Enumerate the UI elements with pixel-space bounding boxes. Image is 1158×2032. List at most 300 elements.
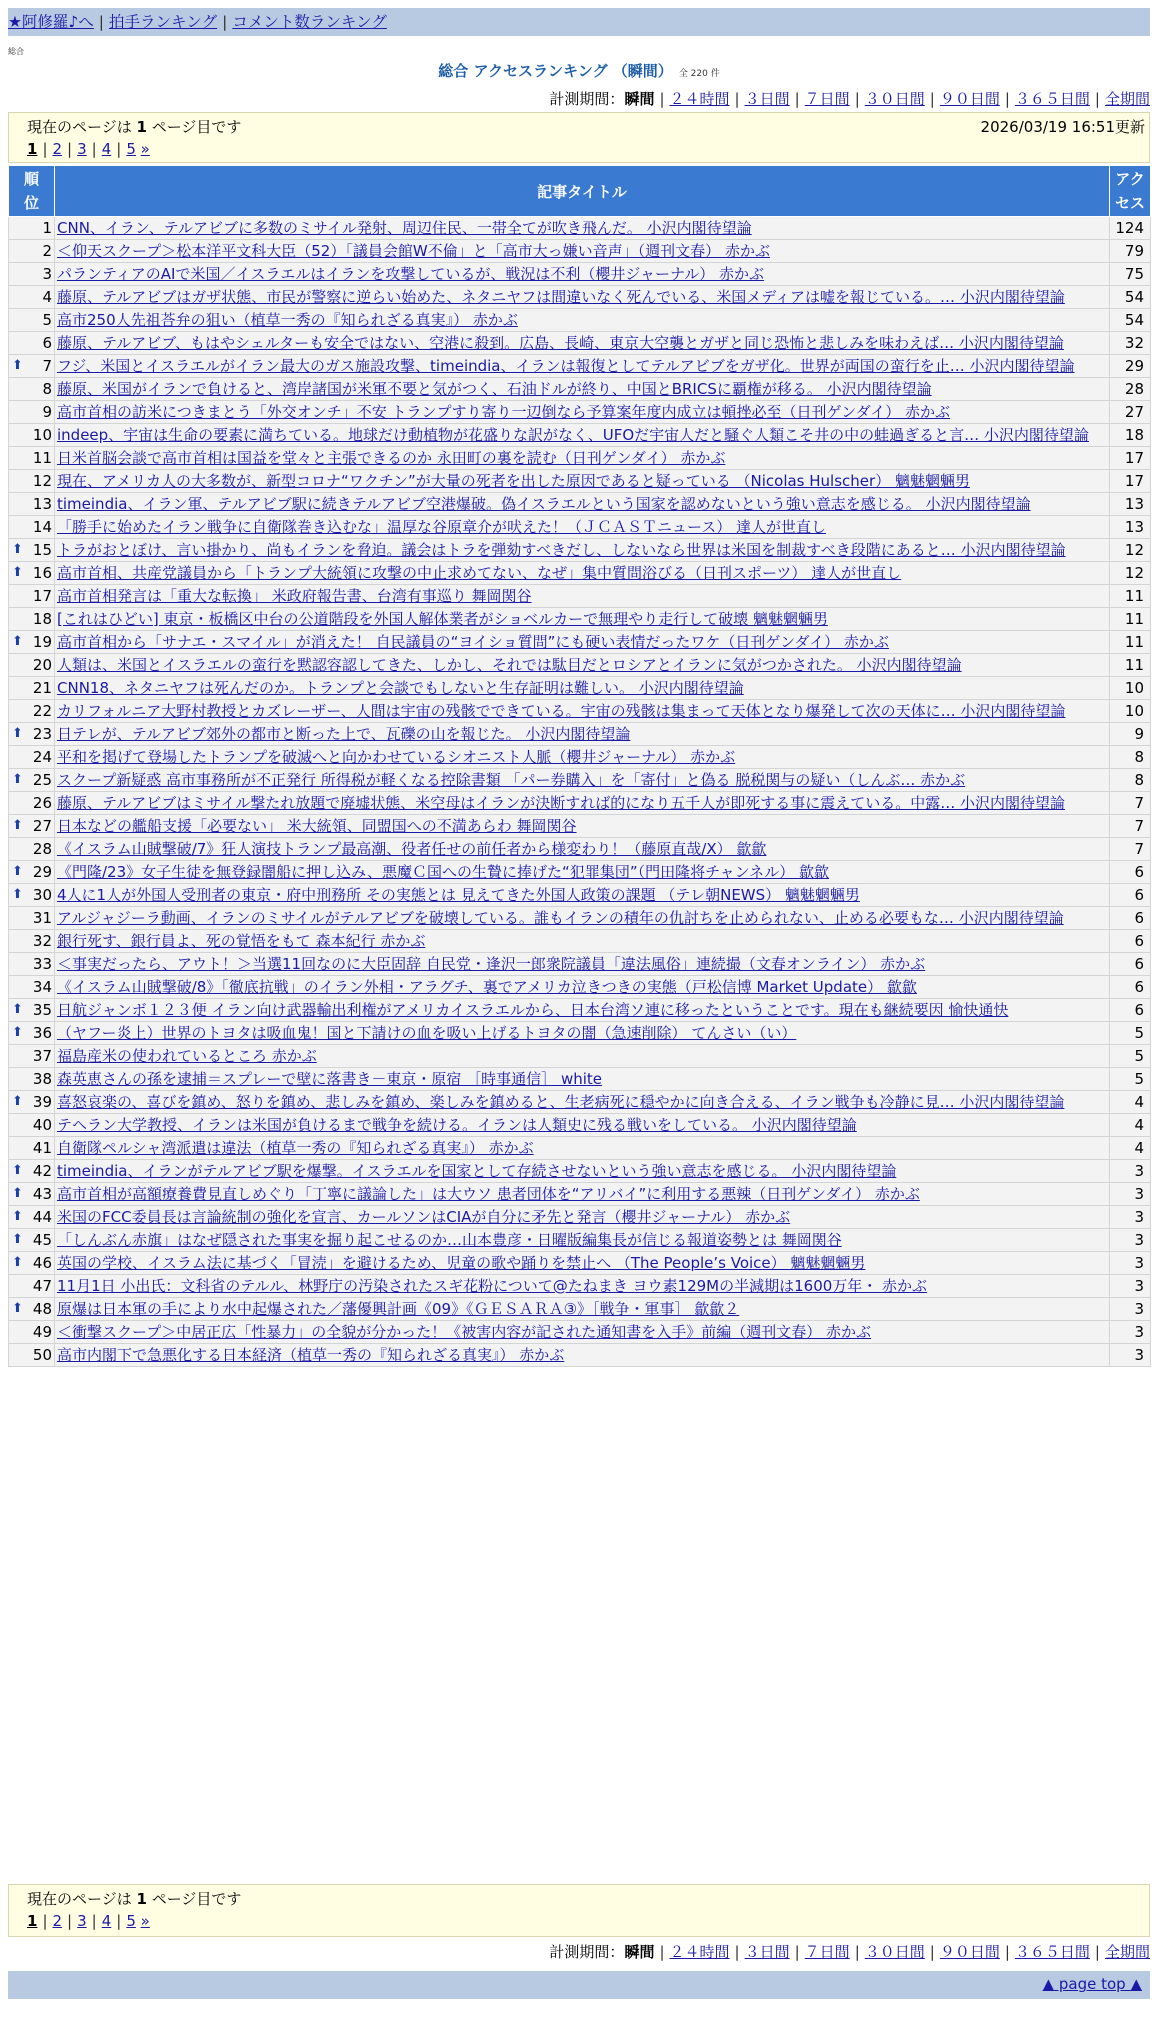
access-count: 3 — [1110, 1252, 1151, 1275]
access-count: 4 — [1110, 1091, 1151, 1114]
article-title-link[interactable]: 高市内閣下で急悪化する日本経済（植草一秀の『知られざる真実』） 赤かぶ — [55, 1344, 1110, 1367]
article-title-link[interactable]: 日本などの艦船支援「必要ない」 米大統領、同盟国への不満あらわ 舞岡関谷 — [55, 815, 1110, 838]
table-row — [9, 493, 1151, 516]
rank-cell — [9, 792, 55, 815]
access-count: 6 — [1110, 976, 1151, 999]
rank-cell — [9, 1344, 55, 1367]
page-link-4[interactable]: 4 — [101, 140, 112, 158]
rank-number: 3 — [42, 265, 52, 283]
rank-cell — [9, 677, 55, 700]
access-count: 18 — [1110, 424, 1151, 447]
rank-number: 24 — [32, 748, 52, 766]
access-count: 6 — [1110, 930, 1151, 953]
rank-number: 43 — [32, 1185, 52, 1203]
access-count: 12 — [1110, 539, 1151, 562]
article-title-link[interactable]: 高市首相が高額療養費見直しめぐり「丁寧に議論した」は大ウソ 患者団体を“アリバイ”に利用する悪辣（日刊ゲンダイ） 赤かぶ — [55, 1183, 1110, 1206]
rank-up-icon: ⬆ — [12, 358, 23, 373]
rank-number: 20 — [32, 656, 52, 674]
rank-cell — [9, 608, 55, 631]
article-title-link[interactable]: 英国の学校、イスラム法に基づく「冒涜」を避けるため、児童の歌や踊りを禁止へ （The People’s Voice） 魑魅魍魎男 — [55, 1252, 1110, 1275]
rank-up-icon: ⬆ — [12, 864, 23, 879]
period-option-link[interactable]: ７日間 — [804, 90, 850, 108]
table-row — [9, 516, 1151, 539]
table-row — [9, 1137, 1151, 1160]
article-title-link[interactable]: スクープ新疑惑 高市事務所が不正発行 所得税が軽くなる控除書類 「パー券購入」を「寄付」と偽る 脱税関与の疑い（しんぶ… 赤かぶ — [55, 769, 1110, 792]
period-option-link[interactable]: ３６５日間 — [1014, 1943, 1090, 1961]
article-title-link[interactable]: 自衛隊ペルシャ湾派遣は違法（植草一秀の『知られざる真実』） 赤かぶ — [55, 1137, 1110, 1160]
table-row — [9, 447, 1151, 470]
table-row — [9, 1022, 1151, 1045]
rank-cell — [9, 332, 55, 355]
period-option-link[interactable]: ３０日間 — [864, 90, 925, 108]
article-title-link[interactable]: 現在、アメリカ人の大多数が、新型コロナ“ワクチン”が大量の死者を出した原因であると疑っている （Nicolas Hulscher） 魑魅魍魎男 — [55, 470, 1110, 493]
access-header: アクセス — [1110, 166, 1151, 217]
title-header: 記事タイトル — [55, 166, 1110, 217]
period-current: 瞬間 — [624, 1943, 655, 1961]
article-title-link[interactable]: 《イスラム山賊撃破/8》「徹底抗戦」のイラン外相・アラグチ、裏でアメリカ泣きつきの実態（戸松信博 Market Update） 歙歙 — [55, 976, 1110, 999]
table-row — [9, 815, 1151, 838]
rank-up-icon: ⬆ — [12, 818, 23, 833]
separator: | — [91, 1912, 97, 1930]
rank-cell — [9, 378, 55, 401]
home-link[interactable]: ★阿修羅♪へ — [8, 13, 94, 31]
rank-up-icon: ⬆ — [12, 1025, 23, 1040]
rank-number: 44 — [32, 1208, 52, 1226]
separator: | — [734, 90, 740, 108]
access-count: 6 — [1110, 999, 1151, 1022]
next-page-link[interactable]: » — [140, 1912, 150, 1930]
rank-number: 45 — [32, 1231, 52, 1249]
rank-cell — [9, 1068, 55, 1091]
rank-number: 28 — [32, 840, 52, 858]
article-title-link[interactable]: 高市首相の訪米につきまとう「外交オンチ」不安 トランプすり寄り一辺倒なら予算案年度内成立は頓挫必至（日刊ゲンダイ） 赤かぶ — [55, 401, 1110, 424]
rank-number: 27 — [32, 817, 52, 835]
page-link-3[interactable]: 3 — [77, 140, 87, 158]
rank-up-icon: ⬆ — [12, 1301, 23, 1316]
table-row — [9, 1068, 1151, 1091]
rank-number: 4 — [42, 288, 52, 306]
page-text-before: 現在のページは — [27, 118, 132, 136]
rank-up-icon: ⬆ — [12, 1186, 23, 1201]
separator: | — [1094, 90, 1100, 108]
period-current: 瞬間 — [624, 90, 655, 108]
rank-number: 41 — [32, 1139, 52, 1157]
page-link-1: 1 — [27, 1912, 38, 1930]
rank-cell — [9, 1321, 55, 1344]
rank-number: 47 — [32, 1277, 52, 1295]
rank-number: 39 — [32, 1093, 52, 1111]
period-option-link[interactable]: ３日間 — [744, 1943, 790, 1961]
article-title-link[interactable]: パランティアのAIで米国／イスラエルはイランを攻撃しているが、戦況は不利（櫻井ジャーナル） 赤かぶ — [55, 263, 1110, 286]
page-link-5[interactable]: 5 — [126, 1912, 136, 1930]
rank-number: 30 — [32, 886, 52, 904]
rank-cell — [9, 723, 55, 746]
table-row — [9, 746, 1151, 769]
table-row — [9, 1045, 1151, 1068]
separator: | — [929, 1943, 935, 1961]
page-link-3[interactable]: 3 — [77, 1912, 87, 1930]
article-title-link[interactable]: 《門隆/23》女子生徒を無登録闇船に押し込み、悪魔Ｃ国への生贄に捧げた“犯罪集団”（門田隆将チャンネル） 歙歙 — [55, 861, 1110, 884]
access-count: 4 — [1110, 1114, 1151, 1137]
table-row — [9, 240, 1151, 263]
article-title-link[interactable]: 高市250人先祖荅弁の狙い（植草一秀の『知られざる真実』） 赤かぶ — [55, 309, 1110, 332]
period-option-link[interactable]: ２４時間 — [669, 90, 730, 108]
rank-number: 35 — [32, 1001, 52, 1019]
rank-number: 23 — [32, 725, 52, 743]
access-count: 28 — [1110, 378, 1151, 401]
table-row — [9, 631, 1151, 654]
separator: | — [929, 90, 935, 108]
article-title-link[interactable]: 銀行死す、銀行員よ、死の覚悟をもて 森本紀行 赤かぶ — [55, 930, 1110, 953]
rank-number: 17 — [32, 587, 52, 605]
current-page-number: 1 — [136, 1890, 147, 1908]
table-row — [9, 976, 1151, 999]
access-count: 10 — [1110, 677, 1151, 700]
rank-up-icon: ⬆ — [12, 1255, 23, 1270]
article-title-link[interactable]: カリフォルニア大野村教授とカズレーザー、人間は宇宙の残骸でできている。宇宙の残骸は集まって天体となり爆発して次の天体に… 小沢内閣待望論 — [55, 700, 1110, 723]
article-title-link[interactable]: 《イスラム山賊撃破/7》狂人演技トランプ最高潮、役者任せの前任者から様変わり！（藤原直哉/X） 歙歙 — [55, 838, 1110, 861]
separator: | — [854, 1943, 860, 1961]
access-count: 11 — [1110, 654, 1151, 677]
rank-up-icon: ⬆ — [12, 565, 23, 580]
article-title-link[interactable]: トラがおとぼけ、言い掛かり、尚もイランを脅迫。議会はトラを弾劾すべきだし、しないなら世界は米国を制裁すべき段階にあると… 小沢内閣待望論 — [55, 539, 1110, 562]
access-count: 8 — [1110, 746, 1151, 769]
page-title — [0, 60, 1158, 81]
access-count: 27 — [1110, 401, 1151, 424]
page-top-link[interactable]: ▲ page top ▲ — [1042, 1975, 1142, 1993]
rank-cell — [9, 1229, 55, 1252]
rank-number: 19 — [32, 633, 52, 651]
rank-cell — [9, 240, 55, 263]
period-option-link[interactable]: ７日間 — [804, 1943, 850, 1961]
rank-number: 18 — [32, 610, 52, 628]
access-count: 54 — [1110, 309, 1151, 332]
rank-number: 12 — [32, 472, 52, 490]
rank-cell — [9, 1183, 55, 1206]
article-title-link[interactable]: ＜事実だったら、アウト！＞当選11回なのに大臣固辞 自民党・逢沢一郎衆院議員「違法風俗」連続撮（文春オンライン） 赤かぶ — [55, 953, 1110, 976]
separator: | — [1094, 1943, 1100, 1961]
period-option-link[interactable]: ３日間 — [744, 90, 790, 108]
access-count: 10 — [1110, 700, 1151, 723]
separator: | — [222, 13, 228, 31]
rank-cell — [9, 999, 55, 1022]
access-count: 11 — [1110, 631, 1151, 654]
separator: | — [116, 1912, 122, 1930]
article-title-link[interactable]: 高市首相発言は「重大な転換」 米政府報告書、台湾有事巡り 舞岡関谷 — [55, 585, 1110, 608]
separator: | — [1004, 1943, 1010, 1961]
access-count: 7 — [1110, 838, 1151, 861]
rank-number: 11 — [32, 449, 52, 467]
rank-number: 26 — [32, 794, 52, 812]
rank-cell — [9, 815, 55, 838]
table-row — [9, 1091, 1151, 1114]
table-row — [9, 309, 1151, 332]
rank-up-icon: ⬆ — [12, 772, 23, 787]
separator: | — [1004, 90, 1010, 108]
table-row — [9, 1344, 1151, 1367]
rank-number: 40 — [32, 1116, 52, 1134]
article-title-link[interactable]: 4人に1人が外国人受刑者の東京・府中刑務所 その実態とは 見えてきた外国人政策の課題 （テレ朝NEWS） 魑魅魍魎男 — [55, 884, 1110, 907]
rank-number: 49 — [32, 1323, 52, 1341]
comment-ranking-link[interactable]: コメント数ランキング — [232, 13, 387, 31]
separator: | — [116, 140, 122, 158]
period-label: 計測期間： — [549, 1943, 625, 1961]
article-title-link[interactable]: 日テレが、テルアビブ郊外の都市と断った上で、瓦礫の山を報じた。 小沢内閣待望論 — [55, 723, 1110, 746]
rank-cell — [9, 562, 55, 585]
current-page-text — [27, 116, 241, 137]
rank-number: 14 — [32, 518, 52, 536]
access-count: 4 — [1110, 1137, 1151, 1160]
article-title-link[interactable]: 原爆は日本軍の手により水中起爆された／藩優興計画《09》《ＧＥＳＡＲＡ③》［戦争・軍事］ 歙歙２ — [55, 1298, 1110, 1321]
article-title-link[interactable]: 日航ジャンボ１２３便 イラン向け武器輸出利権がアメリカイスラエルから、日本台湾ソ連に移ったということです。現在も継続要因 愉快通快 — [55, 999, 1110, 1022]
pagination — [27, 140, 150, 158]
rank-number: 6 — [42, 334, 52, 352]
access-count: 5 — [1110, 1045, 1151, 1068]
access-count: 12 — [1110, 562, 1151, 585]
separator: | — [67, 1912, 73, 1930]
separator: | — [98, 13, 105, 31]
article-title-link[interactable]: [これはひどい] 東京・板橋区中台の公道階段を外国人解体業者がショベルカーで無理やり走行して破壊 魑魅魍魎男 — [55, 608, 1110, 631]
article-title-link[interactable]: indeep、宇宙は生命の要素に満ちている。地球だけ動植物が花盛りな訳がなく、UFOだ宇宙人だと騒ぐ人類こそ井の中の蛙過ぎると言… 小沢内閣待望論 — [55, 424, 1110, 447]
rank-header: 順位 — [9, 166, 55, 217]
table-row — [9, 700, 1151, 723]
access-count: 8 — [1110, 769, 1151, 792]
access-count: 3 — [1110, 1344, 1151, 1367]
rank-number: 42 — [32, 1162, 52, 1180]
access-count: 7 — [1110, 815, 1151, 838]
rank-cell — [9, 493, 55, 516]
table-row — [9, 470, 1151, 493]
table-row — [9, 332, 1151, 355]
rank-number: 29 — [32, 863, 52, 881]
rank-cell — [9, 424, 55, 447]
page-link-5[interactable]: 5 — [126, 140, 136, 158]
article-title-link[interactable]: アルジャジーラ動画、イランのミサイルがテルアビブを破壊している。誰もイランの積年の仇討ちを止められない、止める必要もな… 小沢内閣待望論 — [55, 907, 1110, 930]
table-row — [9, 286, 1151, 309]
article-title-link[interactable]: 藤原、テルアビブはガザ状態、市民が警察に逆らい始めた、ネタニヤフは間違いなく死んでいる、米国メディアは嘘を報じている。… 小沢内閣待望論 — [55, 286, 1110, 309]
access-count: 32 — [1110, 332, 1151, 355]
separator: | — [854, 90, 860, 108]
rank-cell — [9, 953, 55, 976]
total-count: 全 220 件 — [678, 69, 720, 79]
rank-number: 7 — [42, 357, 52, 375]
article-title-link[interactable]: 日米首脳会談で高市首相は国益を堂々と主張できるのか 永田町の裏を読む（日刊ゲンダイ） 赤かぶ — [55, 447, 1110, 470]
rank-up-icon: ⬆ — [12, 634, 23, 649]
rank-cell — [9, 1298, 55, 1321]
period-option-link[interactable]: 全期間 — [1104, 90, 1150, 108]
ranking-table — [8, 165, 1151, 1367]
article-title-link[interactable]: 「勝手に始めたイラン戦争に自衛隊巻き込むな」温厚な谷原章介が吠えた！（ＪＣＡＳＴニュース） 達人が世直し — [55, 516, 1110, 539]
rank-cell — [9, 930, 55, 953]
rank-cell — [9, 884, 55, 907]
access-count: 3 — [1110, 1298, 1151, 1321]
table-row — [9, 263, 1151, 286]
period-option-link[interactable]: 全期間 — [1104, 1943, 1150, 1961]
access-count: 75 — [1110, 263, 1151, 286]
rank-number: 9 — [42, 403, 52, 421]
article-title-link[interactable]: CNN18、ネタニヤフは死んだのか。トランプと会談でもしないと生存証明は難しい。 小沢内閣待望論 — [55, 677, 1110, 700]
separator: | — [67, 140, 73, 158]
rank-cell — [9, 1022, 55, 1045]
rank-up-icon: ⬆ — [12, 1094, 23, 1109]
rank-up-icon: ⬆ — [12, 1232, 23, 1247]
rank-cell — [9, 1160, 55, 1183]
access-count: 13 — [1110, 516, 1151, 539]
period-option-link[interactable]: ２４時間 — [669, 1943, 730, 1961]
rank-cell — [9, 746, 55, 769]
article-title-link[interactable]: テヘラン大学教授、イランは米国が負けるまで戦争を続ける。イランは人類史に残る戦いをしている。 小沢内閣待望論 — [55, 1114, 1110, 1137]
article-title-link[interactable]: （ヤフー炎上）世界のトヨタは吸血鬼！国と下請けの血を吸い上げるトヨタの闇（急速削除） てんさい（い） — [55, 1022, 1110, 1045]
table-row — [9, 838, 1151, 861]
table-row — [9, 953, 1151, 976]
separator: | — [734, 1943, 740, 1961]
period-option-link[interactable]: ９０日間 — [939, 1943, 1000, 1961]
article-title-link[interactable]: 11月1日 小出氏：文科省のテルル、林野庁の汚染されたスギ花粉について@たねまき ヨウ素129Mの半減期は1600万年・ 赤かぶ — [55, 1275, 1110, 1298]
article-title-link[interactable]: 藤原、テルアビブ、もはやシェルターも安全ではない、空港に殺到。広島、長崎、東京大空襲とガザと同じ恐怖と悲しみを味わえば… 小沢内閣待望論 — [55, 332, 1110, 355]
rank-cell — [9, 769, 55, 792]
access-count: 17 — [1110, 447, 1151, 470]
rank-cell — [9, 1045, 55, 1068]
rank-number: 2 — [42, 242, 52, 260]
rank-cell — [9, 470, 55, 493]
article-title-link[interactable]: ＜仰天スクープ＞松本洋平文科大臣（52）「議員会館W不倫」と「高市大っ嫌い音声」（週刊文春） 赤かぶ — [55, 240, 1110, 263]
rank-cell — [9, 861, 55, 884]
table-row — [9, 562, 1151, 585]
table-row — [9, 1114, 1151, 1137]
rank-number: 48 — [32, 1300, 52, 1318]
rank-number: 8 — [42, 380, 52, 398]
access-count: 9 — [1110, 723, 1151, 746]
article-title-link[interactable]: timeindia、イランがテルアビブ駅を爆撃。イスラエルを国家として存続させないという強い意志を感じる。 小沢内閣待望論 — [55, 1160, 1110, 1183]
rank-number: 34 — [32, 978, 52, 996]
access-count: 13 — [1110, 493, 1151, 516]
access-count: 6 — [1110, 884, 1151, 907]
article-title-link[interactable]: ＜衝撃スクープ＞中居正広「性暴力」の全貌が分かった！《被害内容が記された通知書を入手》前編（週刊文春） 赤かぶ — [55, 1321, 1110, 1344]
rank-number: 16 — [32, 564, 52, 582]
table-row — [9, 1229, 1151, 1252]
article-title-link[interactable]: 高市首相から「サナエ・スマイル」が消えた！ 自民議員の“ヨイショ質問”にも硬い表情だったワケ（日刊ゲンダイ） 赤かぶ — [55, 631, 1110, 654]
article-title-link[interactable]: CNN、イラン、テルアビブに多数のミサイル発射、周辺住民、一帯全てが吹き飛んだ。 小沢内閣待望論 — [55, 217, 1110, 240]
page-info-box-bottom — [8, 1884, 1150, 1937]
separator: | — [42, 1912, 48, 1930]
article-title-link[interactable]: 「しんぶん赤旗」はなぜ隠された事実を掘り起こせるのか…山本豊彦・日曜版編集長が信じる報道姿勢とは 舞岡関谷 — [55, 1229, 1110, 1252]
period-selector — [549, 88, 1150, 109]
rank-number: 13 — [32, 495, 52, 513]
access-count: 17 — [1110, 470, 1151, 493]
rank-up-icon: ⬆ — [12, 1163, 23, 1178]
next-page-link[interactable]: » — [140, 140, 150, 158]
rank-up-icon: ⬆ — [12, 726, 23, 741]
article-title-link[interactable]: フジ、米国とイスラエルがイラン最大のガス施設攻撃、timeindia、イランは報復としてテルアビブをガザ化。世界が両国の蛮行を止… 小沢内閣待望論 — [55, 355, 1110, 378]
table-row — [9, 1252, 1151, 1275]
rank-number: 33 — [32, 955, 52, 973]
access-count: 6 — [1110, 953, 1151, 976]
rank-up-icon: ⬆ — [12, 542, 23, 557]
page-link-2[interactable]: 2 — [52, 1912, 63, 1930]
article-title-link[interactable]: 藤原、米国がイランで負けると、湾岸諸国が米軍不要と気がつく、石油ドルが終り、中国とBRICSに覇権が移る。 小沢内閣待望論 — [55, 378, 1110, 401]
table-row — [9, 930, 1151, 953]
table-row — [9, 769, 1151, 792]
access-count: 3 — [1110, 1183, 1151, 1206]
access-count: 5 — [1110, 1022, 1151, 1045]
article-title-link[interactable]: 平和を掲げて登場したトランプを破滅へと向かわせているシオニスト人脈（櫻井ジャーナル） 赤かぶ — [55, 746, 1110, 769]
article-title-link[interactable]: 喜怒哀楽の、喜びを鎮め、怒りを鎮め、悲しみを鎮め、楽しみを鎮めると、生老病死に穏やかに向き合える、イラン戦争も冷静に見… 小沢内閣待望論 — [55, 1091, 1110, 1114]
table-row — [9, 1275, 1151, 1298]
top-nav-bar — [8, 8, 1150, 36]
rank-number: 10 — [32, 426, 52, 444]
rank-cell — [9, 585, 55, 608]
clap-ranking-link[interactable]: 拍手ランキング — [109, 13, 218, 31]
current-page-text — [27, 1888, 241, 1909]
rank-cell — [9, 309, 55, 332]
article-title-link[interactable]: 福島産米の使われているところ 赤かぶ — [55, 1045, 1110, 1068]
rank-up-icon: ⬆ — [12, 1002, 23, 1017]
article-title-link[interactable]: 高市首相、共産党議員から「トランプ大統領に攻撃の中止求めてない、なぜ」集中質問浴びる（日刊スポーツ） 達人が世直し — [55, 562, 1110, 585]
separator: | — [659, 90, 665, 108]
table-row — [9, 999, 1151, 1022]
access-count: 3 — [1110, 1160, 1151, 1183]
rank-number: 32 — [32, 932, 52, 950]
table-row — [9, 654, 1151, 677]
page-text-after: ページ目です — [151, 1890, 242, 1908]
page-text-before: 現在のページは — [27, 1890, 132, 1908]
access-count: 11 — [1110, 608, 1151, 631]
period-option-link[interactable]: ３６５日間 — [1014, 90, 1090, 108]
page-info-box — [8, 112, 1150, 163]
rank-number: 25 — [32, 771, 52, 789]
rank-cell — [9, 539, 55, 562]
table-row — [9, 1160, 1151, 1183]
table-row — [9, 723, 1151, 746]
access-count: 3 — [1110, 1229, 1151, 1252]
access-count: 11 — [1110, 585, 1151, 608]
table-row — [9, 585, 1151, 608]
rank-cell — [9, 907, 55, 930]
table-row — [9, 677, 1151, 700]
period-option-link[interactable]: ３０日間 — [864, 1943, 925, 1961]
page-link-2[interactable]: 2 — [52, 140, 63, 158]
table-row — [9, 1298, 1151, 1321]
separator: | — [42, 140, 48, 158]
access-count: 124 — [1110, 217, 1151, 240]
separator: | — [794, 1943, 800, 1961]
period-option-link[interactable]: ９０日間 — [939, 90, 1000, 108]
access-count: 3 — [1110, 1206, 1151, 1229]
article-title-link[interactable]: 藤原、テルアビブはミサイル撃たれ放題で廃墟状態、米空母はイランが決断すれば的になり五千人が即死する事に震えている。中露… 小沢内閣待望論 — [55, 792, 1110, 815]
rank-cell — [9, 286, 55, 309]
rank-cell — [9, 1114, 55, 1137]
table-row — [9, 355, 1151, 378]
rank-number: 38 — [32, 1070, 52, 1088]
article-title-link[interactable]: 森英恵さんの孫を逮捕＝スプレーで壁に落書き－東京・原宿 ［時事通信］ white — [55, 1068, 1110, 1091]
rank-up-icon: ⬆ — [12, 1209, 23, 1224]
updated-timestamp: 2026/03/19 16:51更新 — [980, 118, 1145, 136]
rank-cell — [9, 1091, 55, 1114]
article-title-link[interactable]: 米国のFCC委員長は言論統制の強化を宣言、カールソンはCIAが自分に矛先と発言（櫻井ジャーナル） 赤かぶ — [55, 1206, 1110, 1229]
table-row — [9, 907, 1151, 930]
rank-number: 50 — [32, 1346, 52, 1364]
rank-number: 21 — [32, 679, 52, 697]
page-link-4[interactable]: 4 — [101, 1912, 112, 1930]
rank-cell — [9, 447, 55, 470]
article-title-link[interactable]: 人類は、米国とイスラエルの蛮行を黙認容認してきた、しかし、それでは駄目だとロシアとイランに気がつかされた。 小沢内閣待望論 — [55, 654, 1110, 677]
access-count: 54 — [1110, 286, 1151, 309]
article-title-link[interactable]: timeindia、イラン軍、テルアビブ駅に続きテルアビブ空港爆破。偽イスラエルという国家を認めないという強い意志を感じる。 小沢内閣待望論 — [55, 493, 1110, 516]
access-count: 3 — [1110, 1275, 1151, 1298]
rank-number: 5 — [42, 311, 52, 329]
bottom-bar — [8, 1971, 1150, 1999]
rank-cell — [9, 631, 55, 654]
